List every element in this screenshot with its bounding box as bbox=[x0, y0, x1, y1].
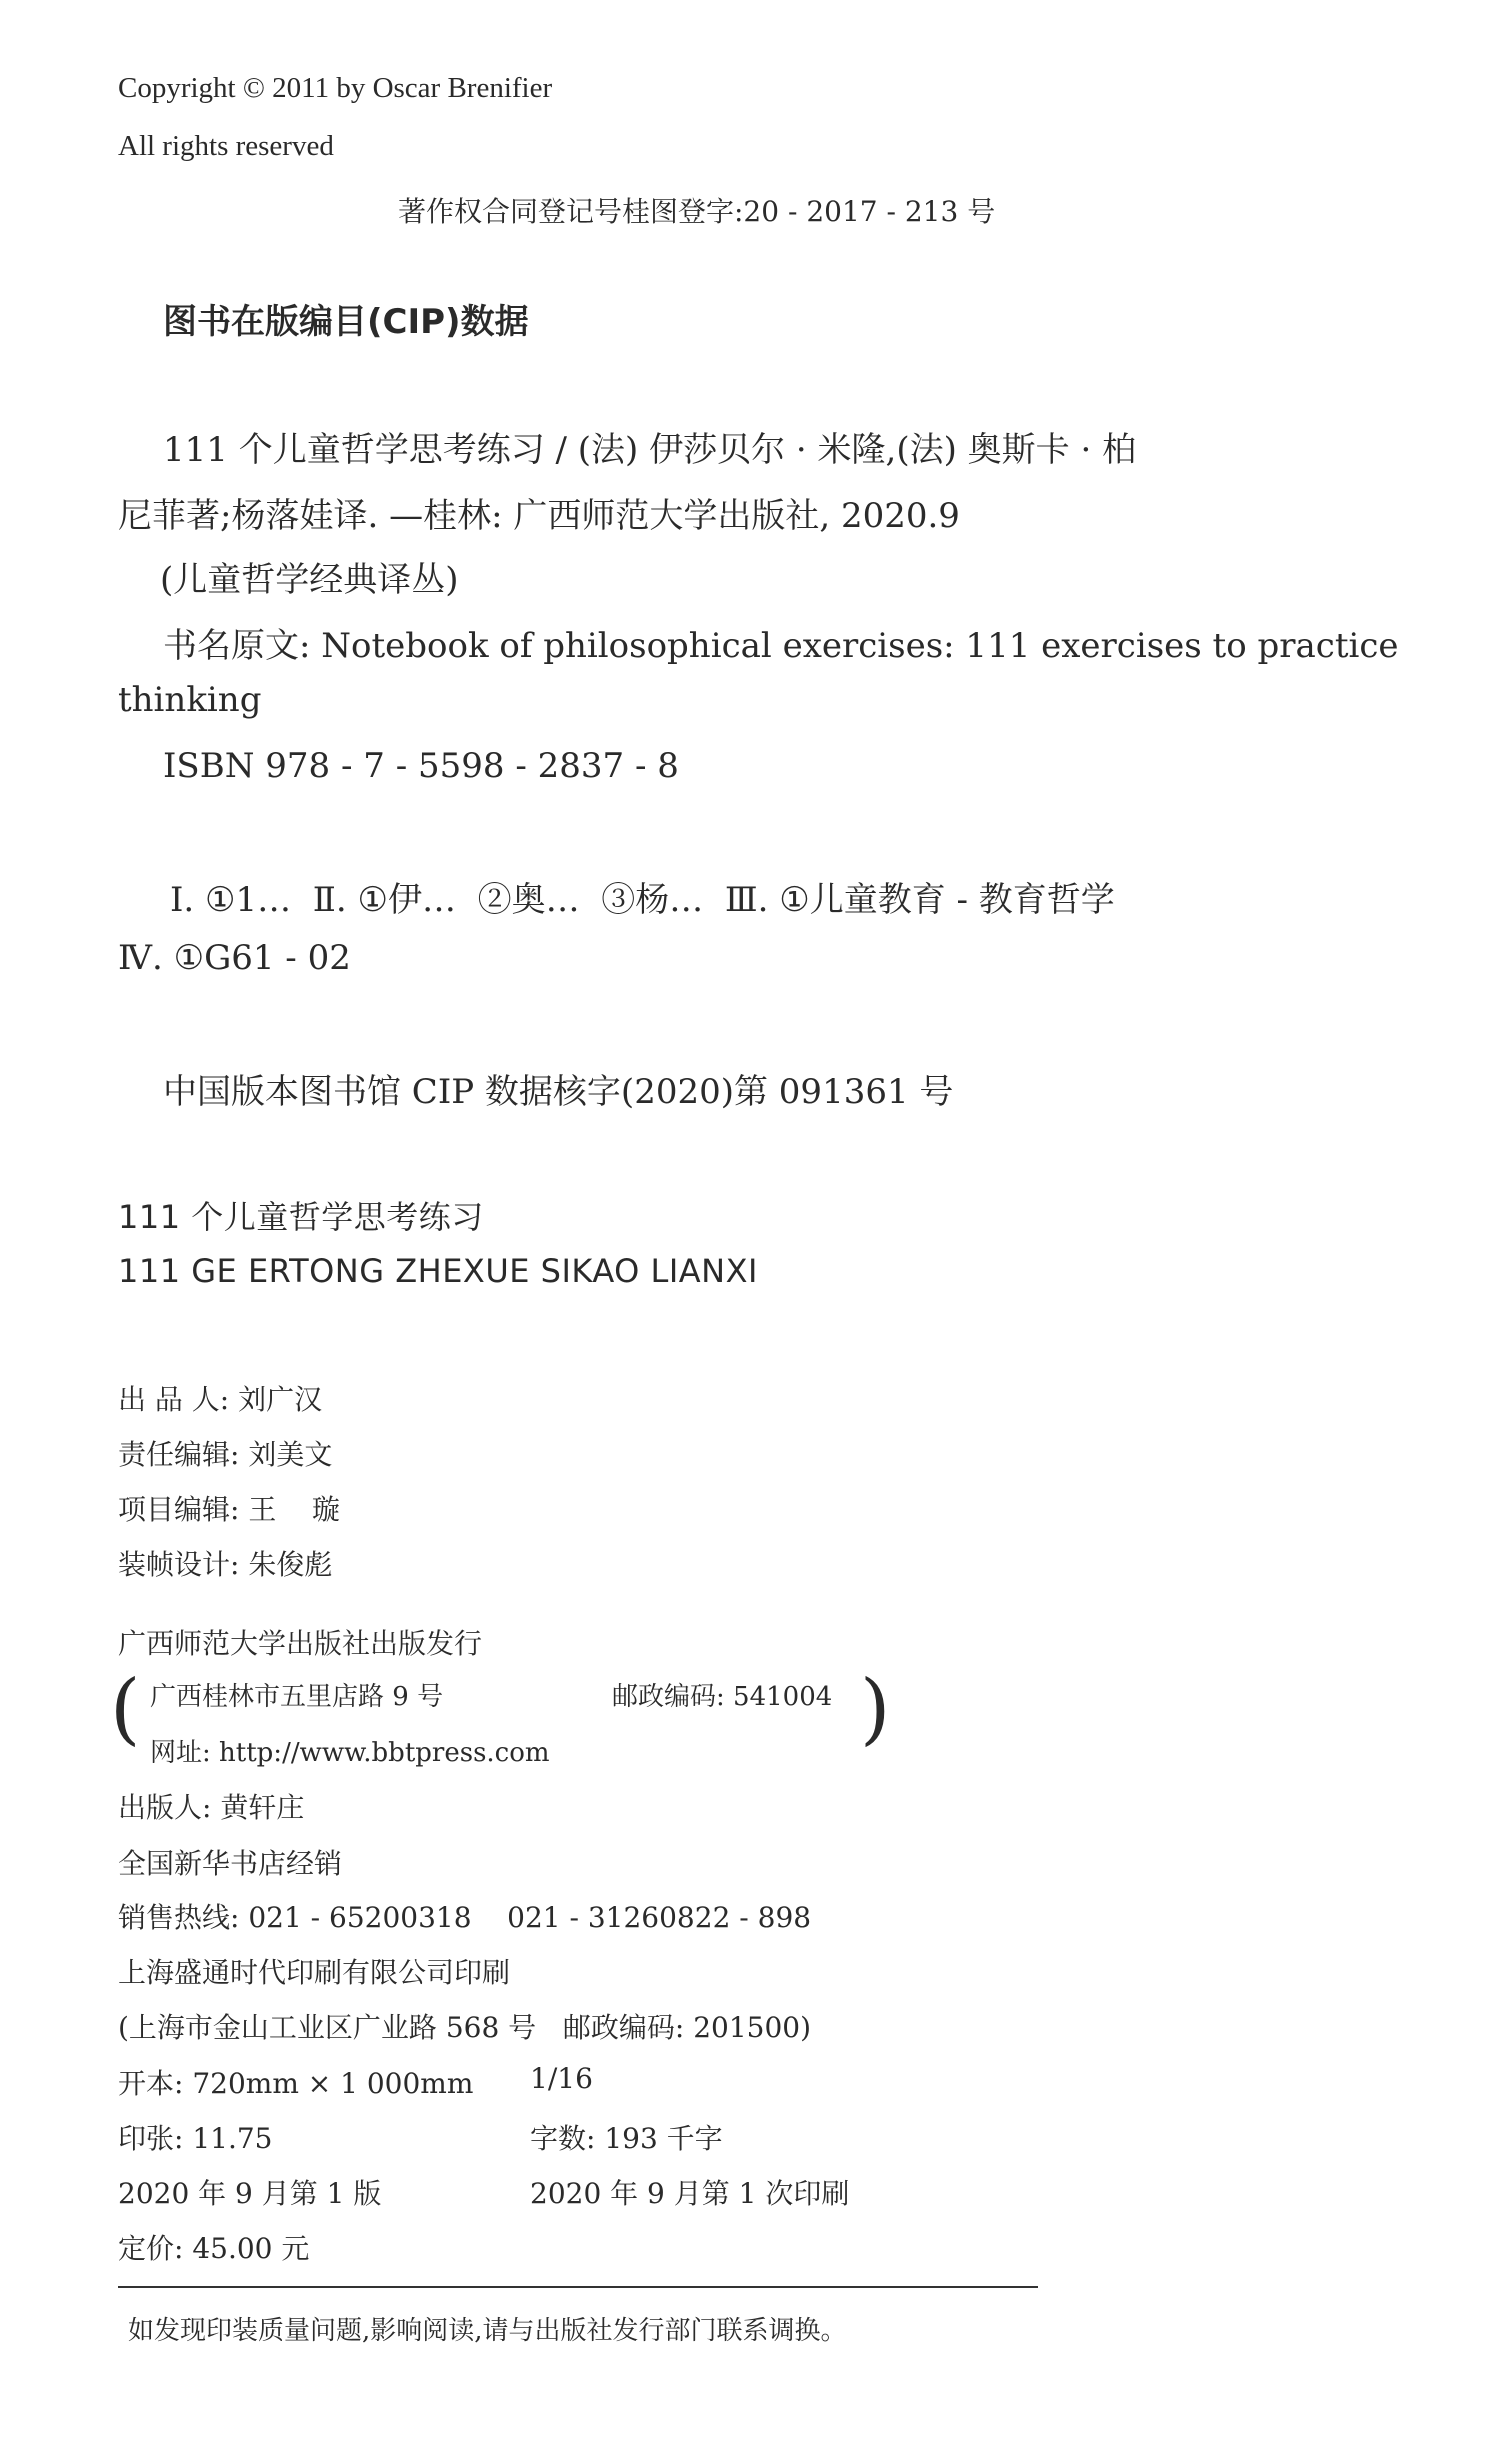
printing-spec: 2020 年 9 月第 1 次印刷 bbox=[530, 2177, 850, 2210]
credit-project-editor: 项目编辑: 王 璇 bbox=[118, 1493, 340, 1526]
publisher-postcode: 邮政编码: 541004 bbox=[612, 1682, 833, 1712]
distribution-line: 全国新华书店经销 bbox=[118, 1847, 343, 1880]
classification-line-1: Ⅰ. ①1… Ⅱ. ①伊… ②奥… ③杨… Ⅲ. ①儿童教育 - 教育哲学 bbox=[170, 880, 1115, 920]
cip-line-5: thinking bbox=[118, 680, 262, 720]
cip-line-1: 111 个儿童哲学思考练习 / (法) 伊莎贝尔 · 米隆,(法) 奥斯卡 · 柏 bbox=[163, 430, 1137, 470]
divider-line bbox=[118, 2286, 1038, 2288]
registration-line: 著作权合同登记号桂图登字:20 - 2017 - 213 号 bbox=[398, 195, 996, 228]
isbn-line: ISBN 978 - 7 - 5598 - 2837 - 8 bbox=[163, 746, 679, 786]
cip-line-4: 书名原文: Notebook of philosophical exercises: 111 exercises to practice bbox=[163, 626, 1399, 666]
publisher-website: 网址: http://www.bbtpress.com bbox=[150, 1738, 550, 1768]
sales-hotline: 销售热线: 021 - 65200318 021 - 31260822 - 898 bbox=[118, 1901, 812, 1934]
edition-spec: 2020 年 9 月第 1 版 bbox=[118, 2177, 382, 2210]
copyright-line: Copyright © 2011 by Oscar Brenifier bbox=[118, 72, 553, 104]
quality-notice: 如发现印装质量问题,影响阅读,请与出版社发行部门联系调换。 bbox=[128, 2316, 847, 2346]
sheets-spec: 印张: 11.75 bbox=[118, 2122, 273, 2155]
classification-line-2: Ⅳ. ①G61 - 02 bbox=[118, 938, 351, 978]
printer-line: 上海盛通时代印刷有限公司印刷 bbox=[118, 1956, 511, 1989]
format-fraction: 1/16 bbox=[530, 2062, 593, 2095]
cip-line-2: 尼菲著;杨落娃译. —桂林: 广西师范大学出版社, 2020.9 bbox=[118, 496, 960, 536]
book-title-pinyin: 111 GE ERTONG ZHEXUE SIKAO LIANXI bbox=[118, 1252, 758, 1290]
cip-core-line: 中国版本图书馆 CIP 数据核字(2020)第 091361 号 bbox=[163, 1072, 954, 1112]
credit-designer: 装帧设计: 朱俊彪 bbox=[118, 1548, 333, 1581]
words-spec: 字数: 193 千字 bbox=[530, 2122, 723, 2155]
price-spec: 定价: 45.00 元 bbox=[118, 2232, 310, 2265]
credit-producer: 出 品 人: 刘广汉 bbox=[118, 1383, 323, 1416]
right-bracket: ) bbox=[860, 1664, 891, 1754]
book-title-cn: 111 个儿童哲学思考练习 bbox=[118, 1198, 484, 1236]
publisher-line: 广西师范大学出版社出版发行 bbox=[118, 1627, 483, 1660]
rights-line: All rights reserved bbox=[118, 130, 334, 162]
format-spec: 开本: 720mm × 1 000mm bbox=[118, 2067, 474, 2100]
printer-address: (上海市金山工业区广业路 568 号 邮政编码: 201500) bbox=[118, 2011, 812, 2044]
credit-editor: 责任编辑: 刘美文 bbox=[118, 1438, 333, 1471]
publisher-person: 出版人: 黄轩庄 bbox=[118, 1791, 305, 1824]
left-bracket: ( bbox=[110, 1664, 141, 1754]
publisher-address: 广西桂林市五里店路 9 号 bbox=[150, 1682, 444, 1712]
cip-heading: 图书在版编目(CIP)数据 bbox=[163, 302, 529, 342]
cip-line-3: (儿童哲学经典译丛) bbox=[160, 560, 459, 600]
